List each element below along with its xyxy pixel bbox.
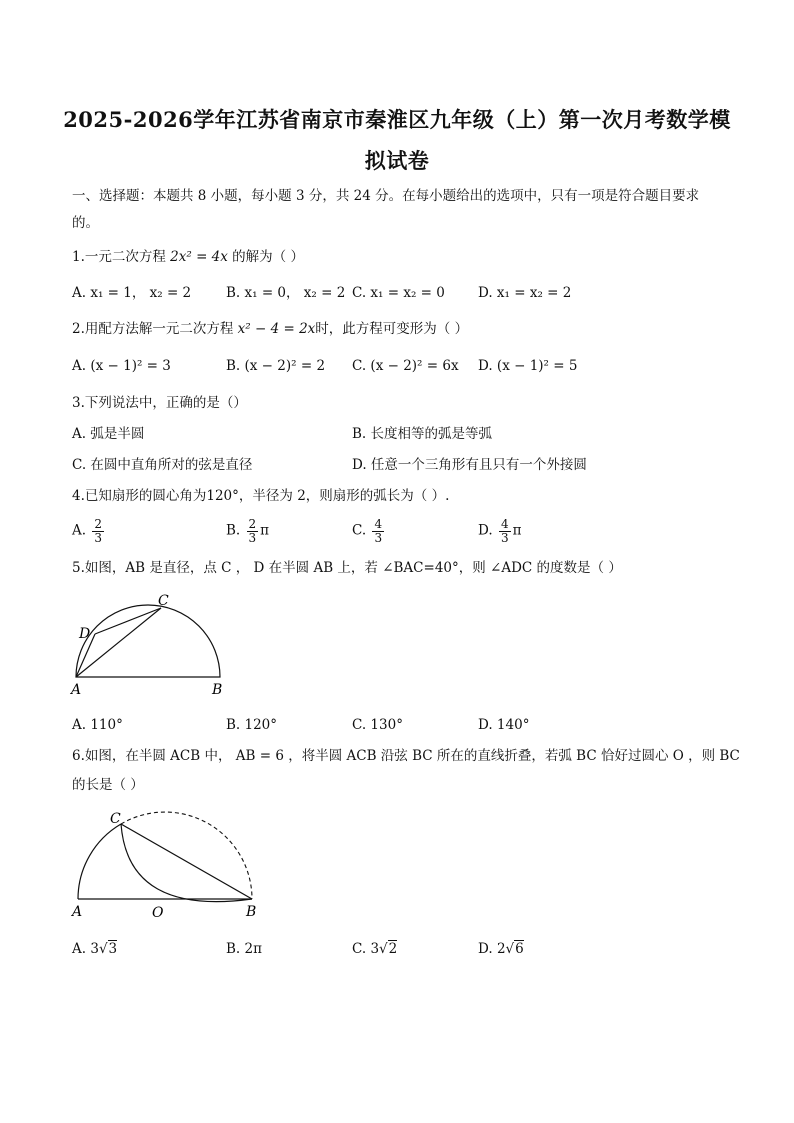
q2-option-b[interactable]: B. (x − 2)² = 2 (226, 358, 326, 374)
q1-equation: 2x² = 4x (170, 249, 228, 265)
q4-option-c[interactable]: C. $\frac{4}{3}$ (352, 517, 383, 545)
q1-option-d[interactable]: D. x₁ = x₂ = 2 (478, 285, 572, 301)
q4-option-b-pi: π (260, 522, 270, 539)
q1-option-b[interactable]: B. x₁ = 0， x₂ = 2 (226, 285, 346, 301)
q3-option-c[interactable]: C. 在圆中直角所对的弦是直径 (72, 457, 253, 473)
exam-title-line1: 2025-2026学年江苏省南京市秦淮区九年级（上）第一次月考数学模 (63, 107, 731, 132)
q6-chord-bc (121, 824, 252, 899)
section1-instructions-line1: 一、选择题：本题共 8 小题，每小题 3 分，共 24 分。在每小题给出的选项中，只有一项是符合题目要求 (72, 188, 700, 204)
q6-stem-line1: 6.如图，在半圆 ACB 中， AB = 6 ，将半圆 ACB 沿弦 BC 所在的直线折叠，若弧 BC 恰好过圆心 O ，则 BC (72, 748, 740, 764)
q1-option-a[interactable]: A. x₁ = 1， x₂ = 2 (72, 285, 192, 301)
q6-label-b: B (246, 904, 257, 920)
q5-chord-ac (76, 608, 161, 677)
q3-option-b[interactable]: B. 长度相等的弧是等弧 (352, 426, 493, 442)
q6-original-arc-cb (121, 812, 252, 899)
q6-label-o: O (152, 905, 164, 921)
q6-option-b[interactable]: B. 2π (226, 941, 262, 957)
q5-label-d: D (79, 626, 91, 642)
q6-folded-semicircle-figure (68, 806, 268, 924)
q1-stem (72, 251, 304, 265)
q1-prefix: 1.一元二次方程 (72, 249, 171, 265)
q5-semicircle-figure (68, 592, 238, 702)
exam-title-line2: 拟试卷 (364, 148, 430, 173)
q5-stem: 5.如图，AB 是直径，点 C ， D 在半圆 AB 上，若 ∠BAC=40°，则 ∠ADC 的度数是（ ） (72, 560, 622, 576)
q2-option-d[interactable]: D. (x − 1)² = 5 (478, 358, 578, 374)
q5-option-a[interactable]: A. 110° (72, 717, 123, 733)
q2-stem (72, 323, 468, 337)
q5-label-c: C (158, 593, 169, 609)
q5-label-a: A (71, 682, 82, 698)
q6-arc-ac (78, 824, 121, 899)
q6-label-c: C (110, 811, 121, 827)
q4-option-b[interactable]: B. $\frac{2}{3}$ π (226, 517, 270, 545)
q5-option-d[interactable]: D. 140° (478, 717, 530, 733)
q2-prefix: 2.用配方法解一元二次方程 (72, 321, 238, 337)
q4-option-d-fraction: $\frac{4}{3}$ (500, 517, 509, 545)
q6-option-c[interactable]: C. 3√2 (352, 941, 398, 957)
q1-suffix: 的解为（ ） (227, 249, 304, 265)
section1-instructions-line2: 的。 (72, 215, 99, 231)
q5-chord-dc (95, 608, 161, 634)
q4-option-d[interactable]: D. $\frac{4}{3}$ π (478, 517, 522, 545)
q3-stem: 3.下列说法中，正确的是（） (72, 395, 247, 411)
q5-option-b[interactable]: B. 120° (226, 717, 278, 733)
q4-option-d-pi: π (512, 522, 522, 539)
q5-label-b: B (212, 682, 223, 698)
q6-stem-line2: 的长是（ ） (72, 777, 144, 793)
q2-equation: x² − 4 = 2x (237, 321, 316, 337)
q4-stem: 4.已知扇形的圆心角为120°，半径为 2，则扇形的弧长为（ ）. (72, 488, 450, 504)
q4-option-b-fraction: $\frac{2}{3}$ (248, 517, 257, 545)
q6-option-a[interactable]: A. 3√3 (72, 941, 118, 957)
q6-label-a: A (72, 904, 83, 920)
q5-option-c[interactable]: C. 130° (352, 717, 403, 733)
q2-option-c[interactable]: C. (x − 2)² = 6x (352, 358, 459, 374)
q3-option-d[interactable]: D. 任意一个三角形有且只有一个外接圆 (352, 457, 587, 473)
q4-option-a[interactable]: A. $\frac{2}{3}$ (72, 517, 102, 545)
q1-option-c[interactable]: C. x₁ = x₂ = 0 (352, 285, 445, 301)
q2-suffix: 时，此方程可变形为（ ） (315, 321, 469, 337)
q5-semicircle (76, 605, 220, 677)
q4-option-a-fraction: $\frac{2}{3}$ (94, 517, 102, 545)
q2-option-a[interactable]: A. (x − 1)² = 3 (72, 358, 171, 374)
q4-option-c-fraction: $\frac{4}{3}$ (374, 517, 383, 545)
q6-option-d[interactable]: D. 2√6 (478, 941, 524, 957)
q3-option-a[interactable]: A. 弧是半圆 (72, 426, 145, 442)
